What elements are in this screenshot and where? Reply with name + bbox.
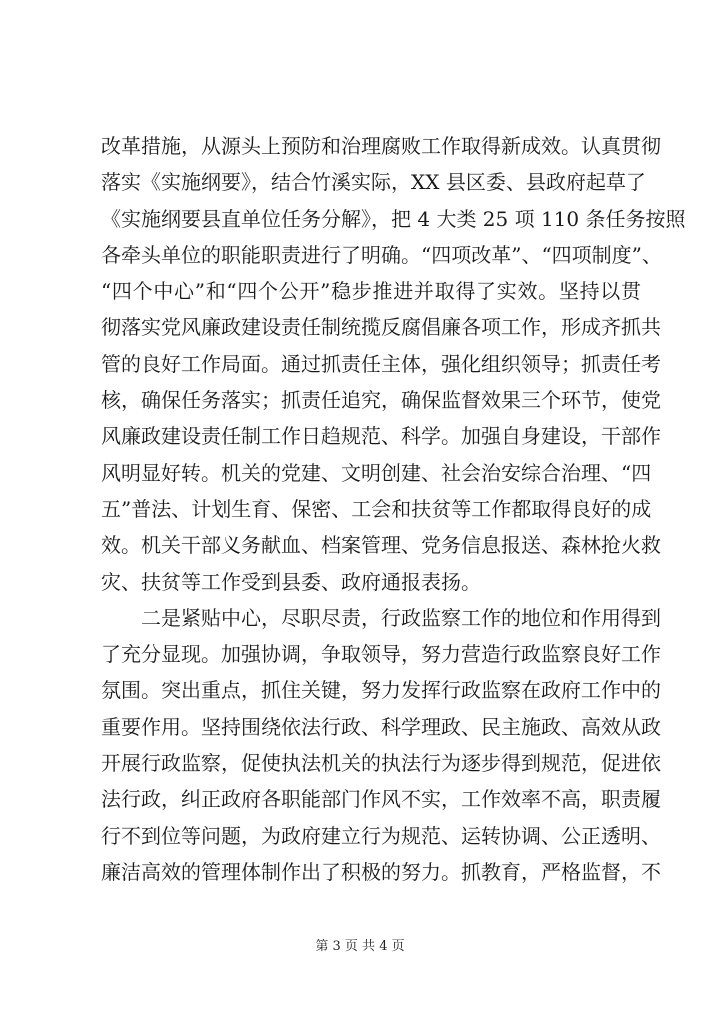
text-line: 改革措施，从源头上预防和治理腐败工作取得新成效。认真贯彻 <box>101 134 661 158</box>
text-line: 风廉政建设责任制工作日趋规范、科学。加强自身建设，干部作 <box>101 424 661 449</box>
text-line: 廉洁高效的管理体制作出了积极的努力。抓教育，严格监督，不 <box>101 859 661 884</box>
text-line: 各牵头单位的职能职责进行了明确。“四项改革”、“四项制度”、 <box>101 242 662 267</box>
text-line: 法行政，纠正政府各职能部门作风不实，工作效率不高，职责履 <box>101 787 661 812</box>
page-number-footer: 第 3 页 共 4 页 <box>315 939 405 954</box>
body-text <box>101 128 686 890</box>
text-line: “四个中心”和“四个公开”稳步推进并取得了实效。坚持以贯 <box>101 279 641 304</box>
text-line: 《实施纲要县直单位任务分解》，把 4 大类 25 项 110 条任务按照 <box>101 206 686 231</box>
paragraph-start-line: 二是紧贴中心，尽职尽责，行政监察工作的地位和作用得到 <box>141 605 661 630</box>
text-line: 效。机关干部义务献血、档案管理、党务信息报送、森林抢火救 <box>101 533 661 558</box>
text-line: 彻落实党风廉政建设责任制统揽反腐倡廉各项工作，形成齐抓共 <box>101 315 661 340</box>
text-line: 了充分显现。加强协调，争取领导，努力营造行政监察良好工作 <box>101 642 661 667</box>
text-line: 行不到位等问题，为政府建立行为规范、运转协调、公正透明、 <box>101 823 661 848</box>
text-line: 重要作用。坚持围绕依法行政、科学理政、民主施政、高效从政 <box>101 714 661 739</box>
text-line: 五”普法、计划生育、保密、工会和扶贫等工作都取得良好的成 <box>101 496 652 521</box>
text-line: 开展行政监察，促使执法机关的执法行为逐步得到规范，促进依 <box>101 751 661 776</box>
text-line: 风明显好转。机关的党建、文明创建、社会治安综合治理、“四 <box>101 460 652 485</box>
text-line: 落实《实施纲要》，结合竹溪实际，XX 县区委、县政府起草了 <box>101 170 646 195</box>
paragraph-end-line: 灾、扶贫等工作受到县委、政府通报表扬。 <box>101 569 481 594</box>
text-line: 管的良好工作局面。通过抓责任主体，强化组织领导；抓责任考 <box>101 351 661 376</box>
text-line: 氛围。突出重点，抓住关键，努力发挥行政监察在政府工作中的 <box>101 678 661 703</box>
text-line: 核，确保任务落实；抓责任追究，确保监督效果三个环节，使党 <box>101 388 661 413</box>
